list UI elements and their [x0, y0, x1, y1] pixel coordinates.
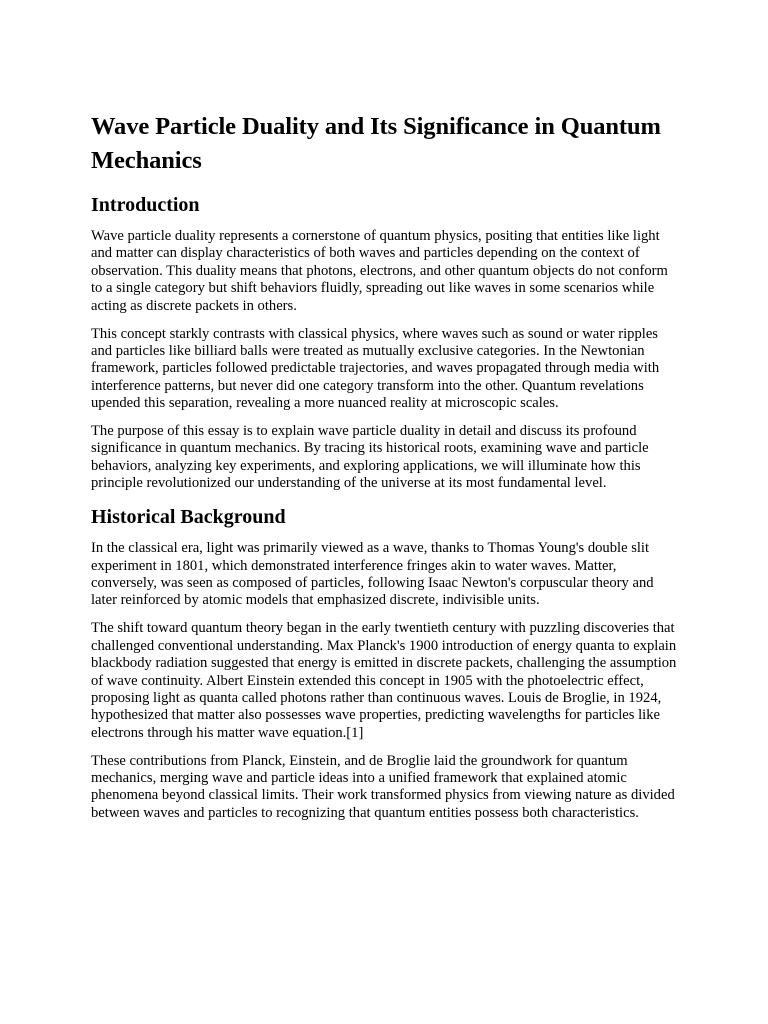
paragraph: These contributions from Planck, Einstein, and de Broglie laid the groundwork for quantum mechanics, merging wave and particle ideas into a unified framework that explained atomic phenomena beyond classical limits. Their work transformed physics from viewing nature as divided between waves and particles to recognizing that quantum entities possess both characteristics. — [91, 752, 675, 821]
paragraph: The shift toward quantum theory began in the early twentieth century with puzzling discoveries that challenged conventional understanding. Max Planck's 1900 introduction of energy quanta to explain blackbody radiation suggested that energy is emitted in discrete packets, challenging the assumption of wave continuity. Albert Einstein extended this concept in 1905 with the photoelectric effect, proposing light as quanta called photons rather than continuous waves. Louis de Broglie, in 1924, hypothesized that matter also possesses wave properties, predicting wavelengths for particles like electrons through his matter wave equation.[1] — [91, 620, 677, 741]
section-heading: Historical Background — [91, 506, 286, 529]
paragraph: This concept starkly contrasts with classical physics, where waves such as sound or water ripples and particles like billiard balls were treated as mutually exclusive categories. In the Newtonian framework, particles followed predictable trajectories, and waves propagated through media with interference patterns, but never did one category transform into the other. Quantum revelations upended this separation, revealing a more nuanced reality at microscopic scales. — [91, 325, 660, 412]
document-page — [91, 110, 681, 833]
section-historical-background — [91, 503, 681, 822]
section-introduction — [91, 191, 681, 493]
document-title: Wave Particle Duality and Its Significance in Quantum Mechanics — [91, 113, 661, 174]
paragraph: The purpose of this essay is to explain wave particle duality in detail and discuss its profound significance in quantum mechanics. By tracing its historical roots, examining wave and particle behaviors, analyzing key experiments, and exploring applications, we will illuminate how this principle revolutionized our understanding of the universe at its most fundamental level. — [91, 423, 649, 492]
paragraph: Wave particle duality represents a cornerstone of quantum physics, positing that entities like light and matter can display characteristics of both waves and particles depending on the context of observation. This duality means that photons, electrons, and other quantum objects do not conform to a single category but shift behaviors fluidly, spreading out like waves in some scenarios while acting as discrete packets in others. — [91, 228, 668, 314]
paragraph: In the classical era, light was primarily viewed as a wave, thanks to Thomas Young's double slit experiment in 1801, which demonstrated interference fringes akin to water waves. Matter, conversely, was seen as composed of particles, following Isaac Newton's corpuscular theory and later reinforced by atomic models that emphasized discrete, indivisible units. — [91, 540, 654, 609]
section-heading: Introduction — [91, 194, 200, 216]
